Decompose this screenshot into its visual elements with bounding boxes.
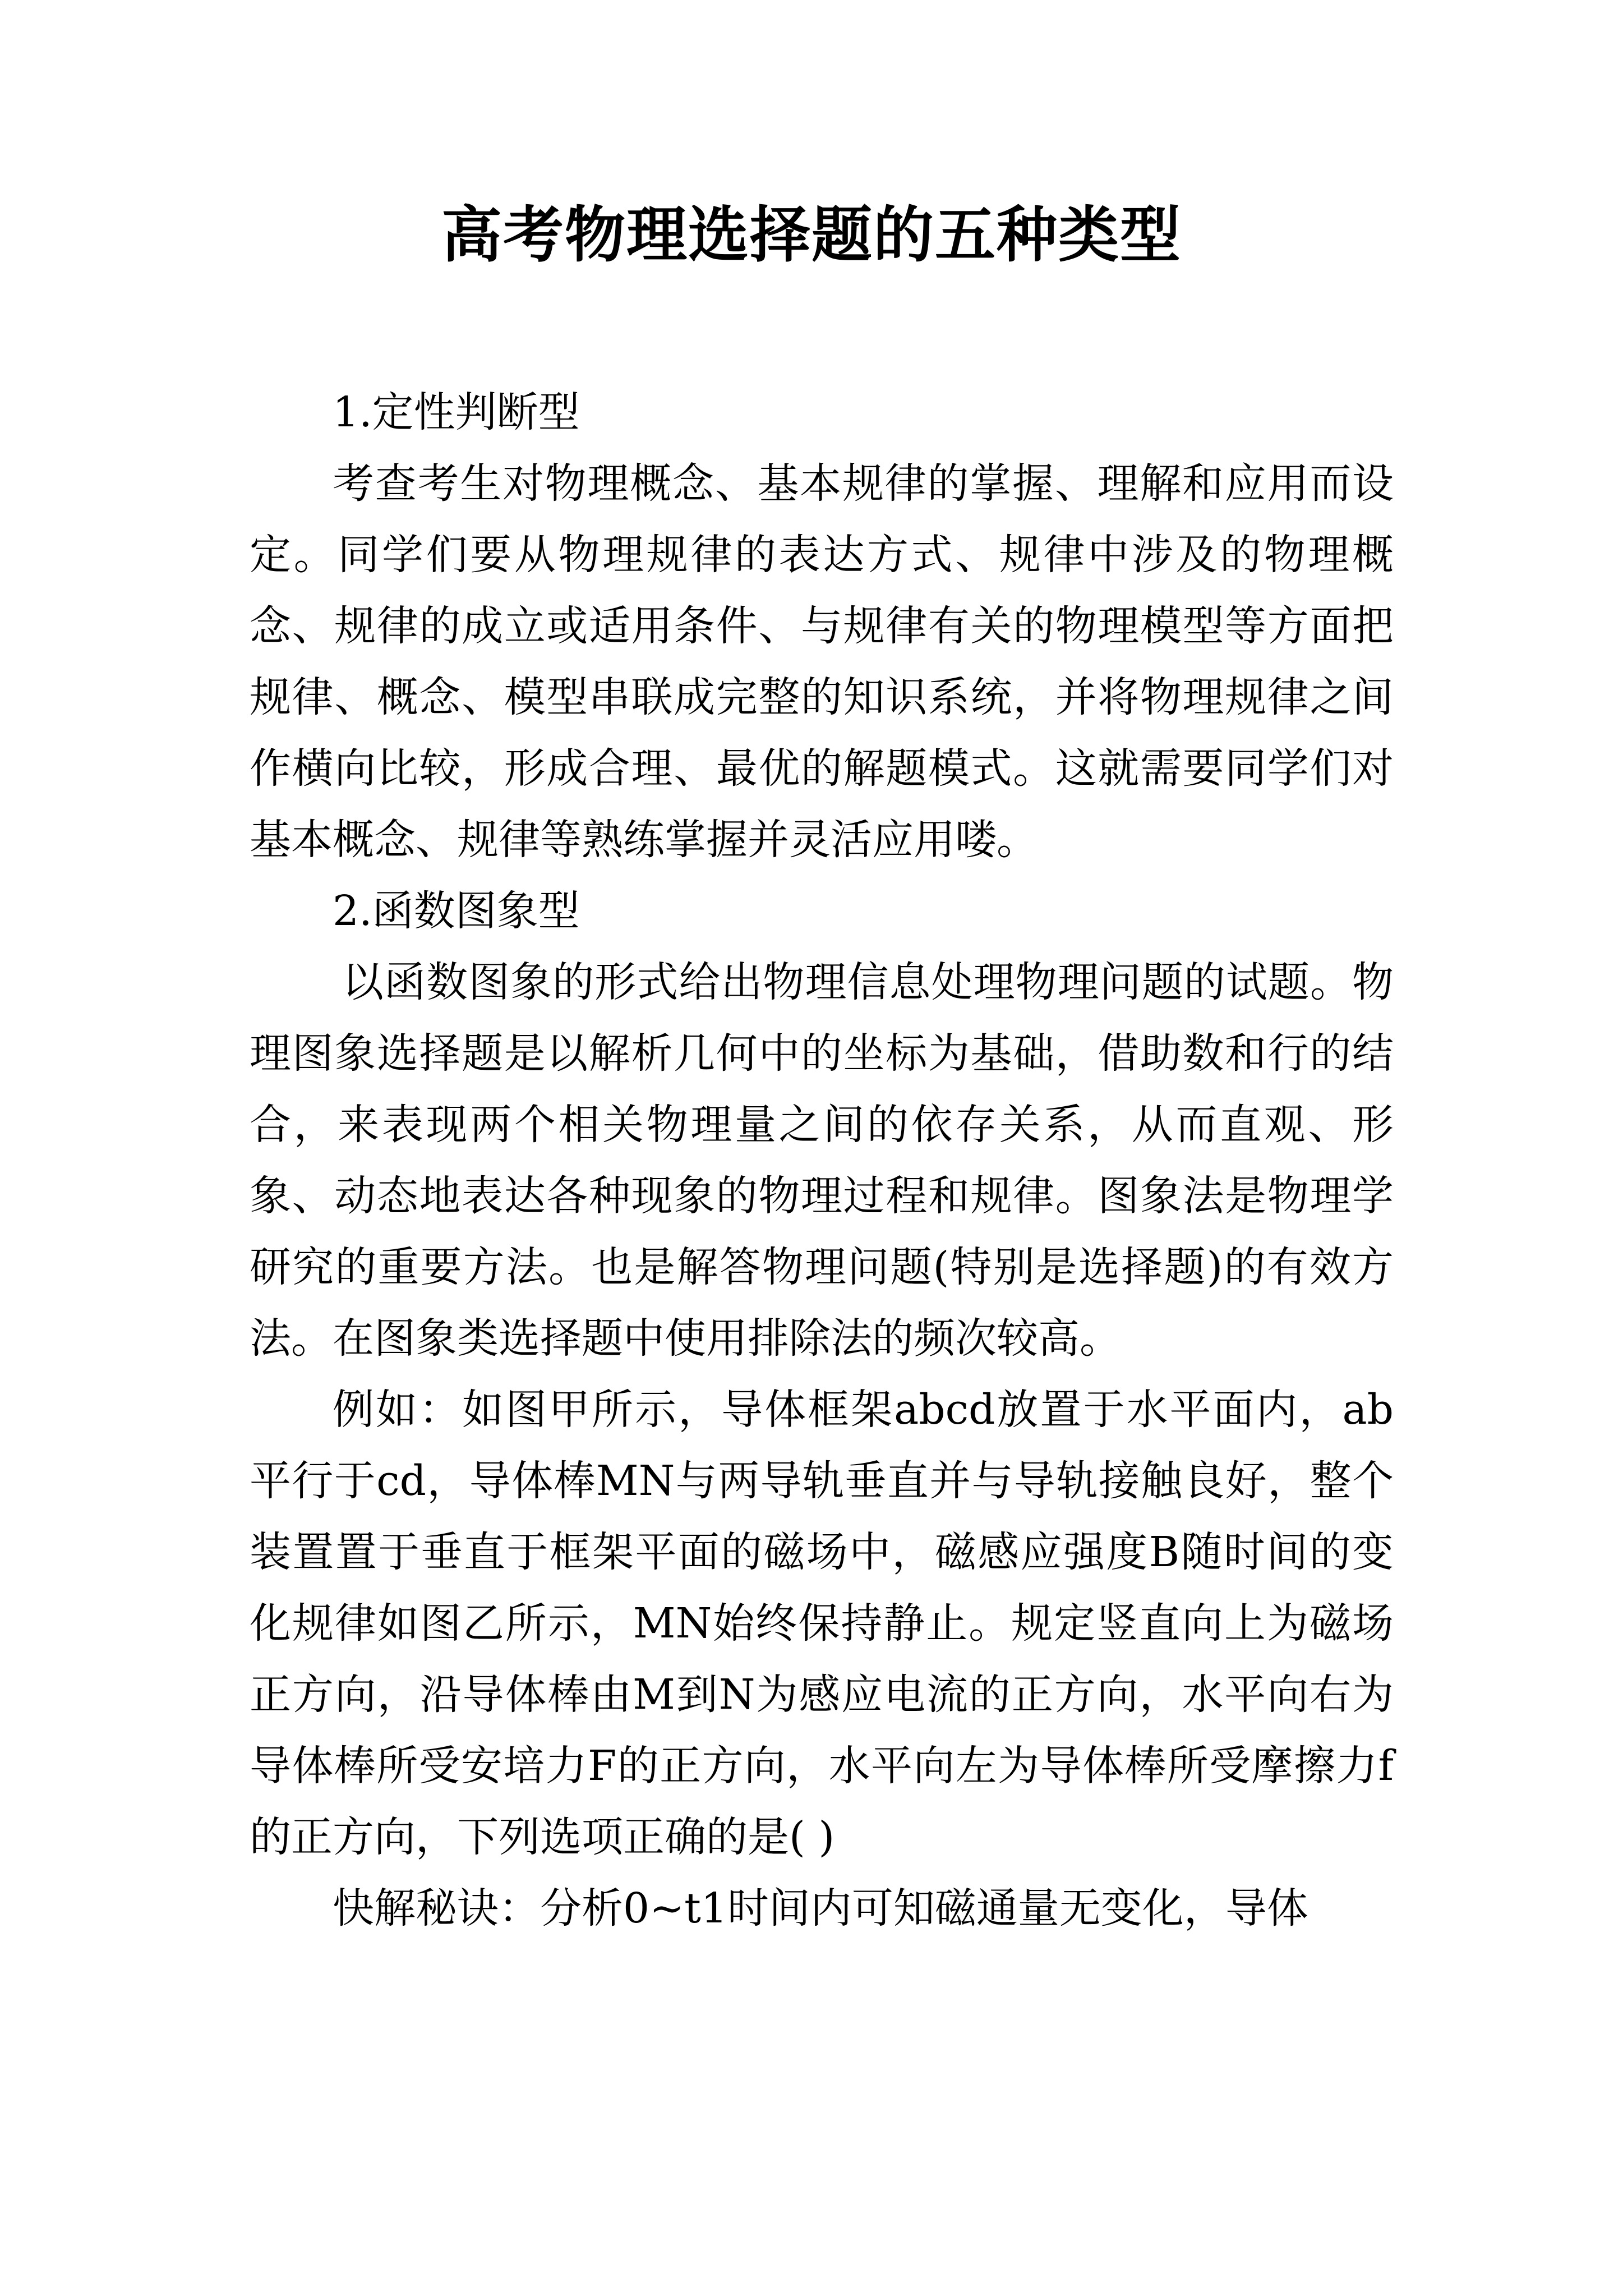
section-heading-1: 1.定性判断型 (333, 388, 580, 436)
section-2-quick-tip-paragraph: 快解秘诀：分析0~t1时间内可知磁通量无变化，导体 (333, 1884, 1308, 1932)
section-1-paragraph-1: 考查考生对物理概念、基本规律的掌握、理解和应用而设定。同学们要从物理规律的表达方式、规律中涉及的物理概念、规律的成立或适用条件、与规律有关的物理模型等方面把规律、概念、模型串联成完整的知识系统，并将物理规律之间作横向比较，形成合理、最优的解题模式。这就需要同学们对基本概念、规律等熟练掌握并灵活应用喽。 (250, 459, 1394, 864)
section-2-example-paragraph: 例如：如图甲所示，导体框架abcd放置于水平面内，ab平行于cd，导体棒MN与两导轨垂直并与导轨接触良好，整个装置置于垂直于框架平面的磁场中，磁感应强度B随时间的变化规律如图乙所示，MN始终保持静止。规定竖直向上为磁场正方向，沿导体棒由M到N为感应电流的正方向，水平向右为导体棒所受安培力F的正方向，水平向左为导体棒所受摩擦力f的正方向，下列选项正确的是( ) (250, 1386, 1394, 1861)
section-heading-2: 2.函数图象型 (333, 887, 580, 935)
document-title: 高考物理选择题的五种类型 (441, 200, 1182, 270)
section-2-paragraph-1: 以函数图象的形式给出物理信息处理物理问题的试题。物理图象选择题是以解析几何中的坐标为基础，借助数和行的结合，来表现两个相关物理量之间的依存关系，从而直观、形象、动态地表达各种现象的物理过程和规律。图象法是物理学研究的重要方法。也是解答物理问题(特别是选择题)的有效方法。在图象类选择题中使用排除法的频次较高。 (250, 958, 1394, 1363)
document-body (250, 377, 1394, 1944)
